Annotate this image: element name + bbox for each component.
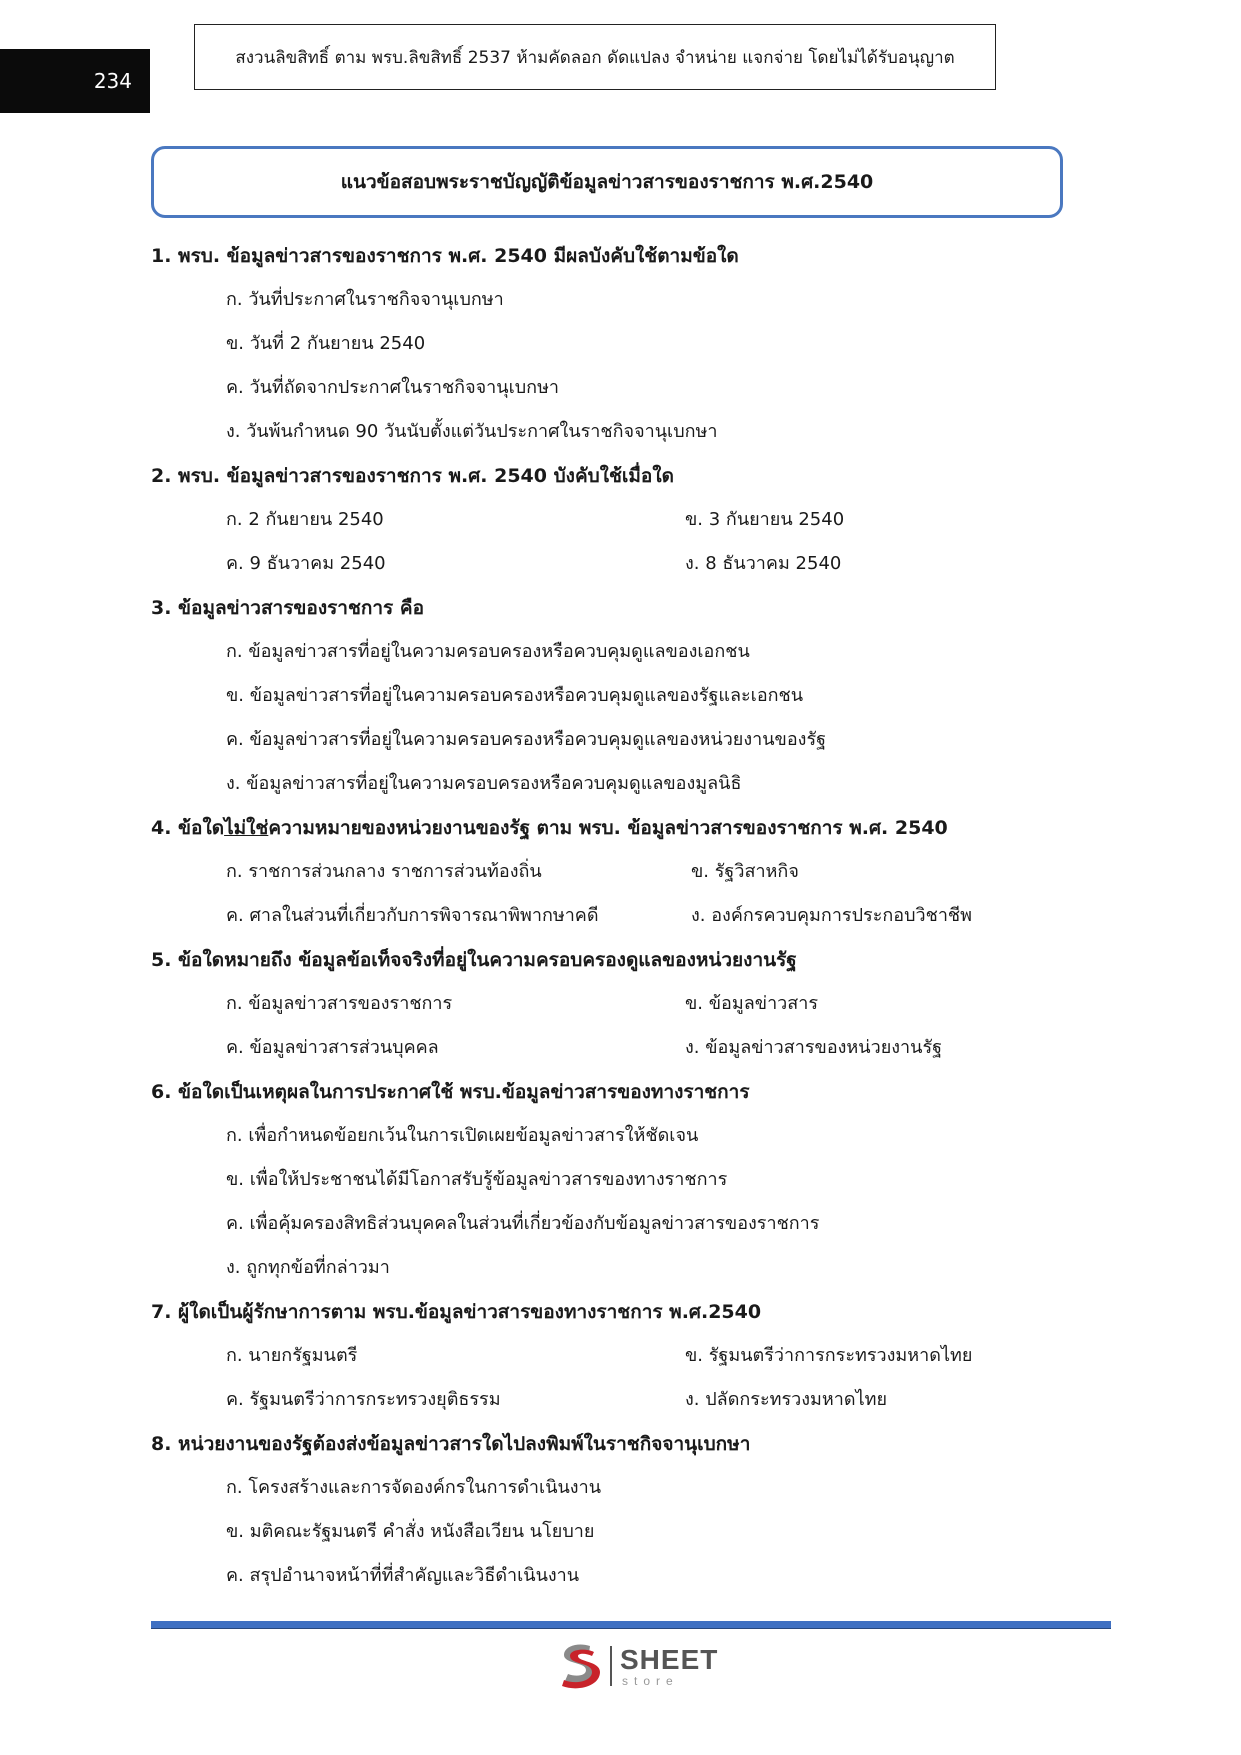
option-2d: ง. 8 ธันวาคม 2540 (685, 553, 842, 574)
option-6b: ข. เพื่อให้ประชาชนได้มีโอกาสรับรู้ข้อมูลข่าวสารของทางราชการ (226, 1169, 728, 1190)
question-1: 1. พรบ. ข้อมูลข่าวสารของราชการ พ.ศ. 2540 มีผลบังคับใช้ตามข้อใด (151, 245, 739, 267)
option-7a: ก. นายกรัฐมนตรี (226, 1345, 358, 1366)
logo-subword: store (622, 1673, 679, 1688)
option-3c: ค. ข้อมูลข่าวสารที่อยู่ในความครอบครองหรือควบคุมดูแลของหน่วยงานของรัฐ (226, 729, 827, 750)
page-title: แนวข้อสอบพระราชบัญญัติข้อมูลข่าวสารของราชการ พ.ศ.2540 (151, 146, 1063, 218)
option-8a: ก. โครงสร้างและการจัดองค์กรในการดำเนินงาน (226, 1477, 602, 1498)
option-row (151, 850, 1111, 894)
option-3a: ก. ข้อมูลข่าวสารที่อยู่ในความครอบครองหรือควบคุมดูแลของเอกชน (226, 641, 750, 662)
option-6c: ค. เพื่อคุ้มครองสิทธิส่วนบุคคลในส่วนที่เกี่ยวข้องกับข้อมูลข่าวสารของราชการ (226, 1213, 820, 1234)
question-4-underlined: ไม่ใช่ (224, 817, 269, 839)
option-1c: ค. วันที่ถัดจากประกาศในราชกิจจานุเบกษา (226, 377, 560, 398)
option-2a: ก. 2 กันยายน 2540 (226, 509, 384, 530)
option-4d: ง. องค์กรควบคุมการประกอบวิชาชีพ (691, 905, 973, 926)
question-2: 2. พรบ. ข้อมูลข่าวสารของราชการ พ.ศ. 2540 บังคับใช้เมื่อใด (151, 465, 674, 487)
option-row (151, 1378, 1111, 1422)
option-6a: ก. เพื่อกำหนดข้อยกเว้นในการเปิดเผยข้อมูลข่าวสารให้ชัดเจน (226, 1125, 699, 1146)
option-3d: ง. ข้อมูลข่าวสารที่อยู่ในความครอบครองหรือควบคุมดูแลของมูลนิธิ (226, 773, 742, 794)
question-5: 5. ข้อใดหมายถึง ข้อมูลข้อเท็จจริงที่อยู่ในความครอบครองดูแลของหน่วยงานรัฐ (151, 949, 797, 971)
option-2c: ค. 9 ธันวาคม 2540 (226, 553, 386, 574)
option-row (151, 894, 1111, 938)
option-5a: ก. ข้อมูลข่าวสารของราชการ (226, 993, 453, 1014)
option-row (151, 542, 1111, 586)
question-list (151, 234, 1111, 1598)
question-7: 7. ผู้ใดเป็นผู้รักษาการตาม พรบ.ข้อมูลข่าวสารของทางราชการ พ.ศ.2540 (151, 1301, 762, 1323)
option-1d: ง. วันพ้นกำหนด 90 วันนับตั้งแต่วันประกาศในราชกิจจานุเบกษา (226, 421, 718, 442)
option-4a: ก. ราชการส่วนกลาง ราชการส่วนท้องถิ่น (226, 861, 542, 882)
question-4-prefix: 4. ข้อใด (151, 817, 225, 839)
option-7b: ข. รัฐมนตรีว่าการกระทรวงมหาดไทย (685, 1345, 973, 1366)
option-1a: ก. วันที่ประกาศในราชกิจจานุเบกษา (226, 289, 504, 310)
option-2b: ข. 3 กันยายน 2540 (685, 509, 845, 530)
footer-divider (151, 1621, 1111, 1629)
option-5d: ง. ข้อมูลข่าวสารของหน่วยงานรัฐ (685, 1037, 943, 1058)
option-3b: ข. ข้อมูลข่าวสารที่อยู่ในความครอบครองหรือควบคุมดูแลของรัฐและเอกชน (226, 685, 804, 706)
option-row (151, 982, 1111, 1026)
option-row (151, 1334, 1111, 1378)
option-4c: ค. ศาลในส่วนที่เกี่ยวกับการพิจารณาพิพากษาคดี (226, 905, 599, 926)
option-1b: ข. วันที่ 2 กันยายน 2540 (226, 333, 426, 354)
option-5b: ข. ข้อมูลข่าวสาร (685, 993, 819, 1014)
question-8: 8. หน่วยงานของรัฐต้องส่งข้อมูลข่าวสารใดไปลงพิมพ์ในราชกิจจานุเบกษา (151, 1433, 751, 1455)
question-6: 6. ข้อใดเป็นเหตุผลในการประกาศใช้ พรบ.ข้อมูลข่าวสารของทางราชการ (151, 1081, 750, 1103)
question-3: 3. ข้อมูลข่าวสารของราชการ คือ (151, 597, 424, 619)
option-7c: ค. รัฐมนตรีว่าการกระทรวงยุติธรรม (226, 1389, 501, 1410)
sheet-store-logo (556, 1639, 718, 1693)
logo-word: SHEET (620, 1643, 719, 1675)
option-7d: ง. ปลัดกระทรวงมหาดไทย (685, 1389, 888, 1410)
copyright-notice: สงวนลิขสิทธิ์ ตาม พรบ.ลิขสิทธิ์ 2537 ห้ามคัดลอก ดัดแปลง จำหน่าย แจกจ่าย โดยไม่ได้รับอนุญาต (194, 24, 996, 90)
logo-text (620, 1643, 719, 1688)
option-8b: ข. มติคณะรัฐมนตรี คำสั่ง หนังสือเวียน นโยบาย (226, 1521, 595, 1542)
option-5c: ค. ข้อมูลข่าวสารส่วนบุคคล (226, 1037, 439, 1058)
option-4b: ข. รัฐวิสาหกิจ (691, 861, 799, 882)
sheet-store-s-icon (556, 1640, 604, 1692)
option-6d: ง. ถูกทุกข้อที่กล่าวมา (226, 1257, 390, 1278)
question-4-suffix: ความหมายของหน่วยงานของรัฐ ตาม พรบ. ข้อมูลข่าวสารของราชการ พ.ศ. 2540 (268, 817, 948, 839)
question-4 (151, 806, 1111, 850)
option-row (151, 1026, 1111, 1070)
page-number: 234 (0, 49, 150, 113)
option-8c: ค. สรุปอำนาจหน้าที่ที่สำคัญและวิธีดำเนินงาน (226, 1565, 580, 1586)
option-row (151, 498, 1111, 542)
logo-separator (610, 1646, 612, 1686)
